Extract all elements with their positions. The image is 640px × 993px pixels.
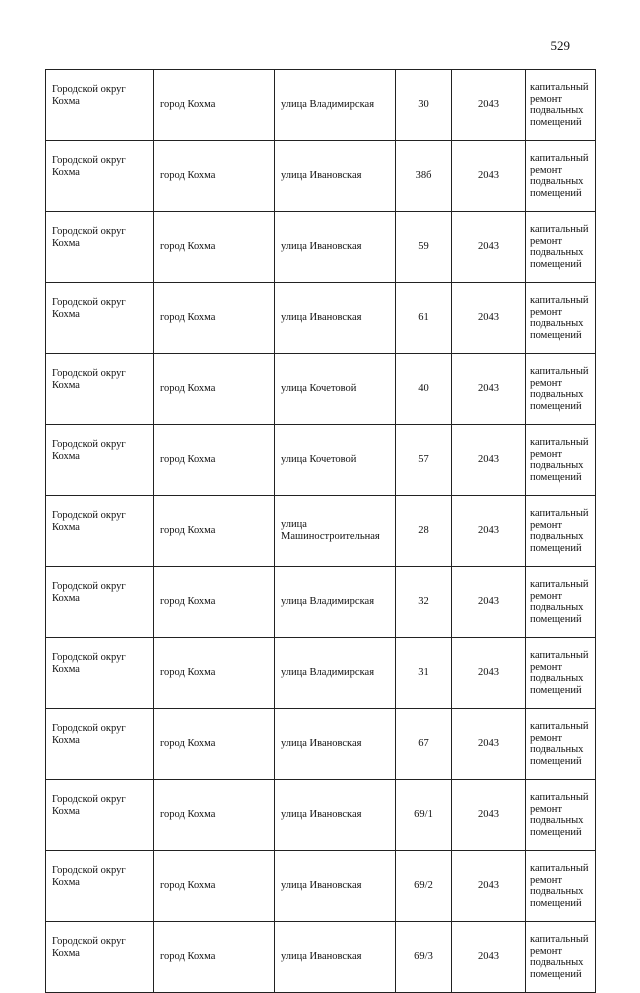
house-number-cell: 32 [396,567,452,638]
table-row [46,922,596,993]
table-row [46,567,596,638]
table-row [46,425,596,496]
street-cell: улица Кочетовой [275,354,396,425]
city-cell: город Кохма [154,780,275,851]
street-cell: улица Ивановская [275,851,396,922]
district-cell: Городской округ Кохма [46,70,154,141]
street-cell: улица Владимирская [275,567,396,638]
city-cell: город Кохма [154,70,275,141]
table-row [46,851,596,922]
work-type-cell: капитальный ремонт подвальных помещений [526,354,596,425]
street-cell: улица Ивановская [275,780,396,851]
house-number-cell: 59 [396,212,452,283]
work-type-cell: капитальный ремонт подвальных помещений [526,780,596,851]
city-cell: город Кохма [154,922,275,993]
street-cell: улица Ивановская [275,283,396,354]
city-cell: город Кохма [154,283,275,354]
year-cell: 2043 [452,425,526,496]
district-cell: Городской округ Кохма [46,496,154,567]
work-type-cell: капитальный ремонт подвальных помещений [526,70,596,141]
house-number-cell: 30 [396,70,452,141]
street-cell: улица Владимирская [275,70,396,141]
district-cell: Городской округ Кохма [46,141,154,212]
year-cell: 2043 [452,283,526,354]
district-cell: Городской округ Кохма [46,922,154,993]
city-cell: город Кохма [154,496,275,567]
year-cell: 2043 [452,567,526,638]
work-type-cell: капитальный ремонт подвальных помещений [526,709,596,780]
house-number-cell: 40 [396,354,452,425]
year-cell: 2043 [452,496,526,567]
work-type-cell: капитальный ремонт подвальных помещений [526,851,596,922]
street-cell: улица Ивановская [275,141,396,212]
house-number-cell: 38б [396,141,452,212]
street-cell: улица Ивановская [275,922,396,993]
district-cell: Городской округ Кохма [46,567,154,638]
table-row [46,212,596,283]
street-cell: улица Ивановская [275,709,396,780]
house-number-cell: 28 [396,496,452,567]
page-number: 529 [550,38,570,53]
table-row [46,496,596,567]
work-type-cell: капитальный ремонт подвальных помещений [526,496,596,567]
district-cell: Городской округ Кохма [46,780,154,851]
house-number-cell: 57 [396,425,452,496]
table-row [46,709,596,780]
work-type-cell: капитальный ремонт подвальных помещений [526,141,596,212]
year-cell: 2043 [452,922,526,993]
year-cell: 2043 [452,780,526,851]
city-cell: город Кохма [154,638,275,709]
street-cell: улица Ивановская [275,212,396,283]
city-cell: город Кохма [154,567,275,638]
city-cell: город Кохма [154,709,275,780]
year-cell: 2043 [452,709,526,780]
work-type-cell: капитальный ремонт подвальных помещений [526,638,596,709]
city-cell: город Кохма [154,212,275,283]
city-cell: город Кохма [154,425,275,496]
year-cell: 2043 [452,354,526,425]
year-cell: 2043 [452,638,526,709]
district-cell: Городской округ Кохма [46,851,154,922]
table-row [46,354,596,425]
work-type-cell: капитальный ремонт подвальных помещений [526,212,596,283]
house-number-cell: 69/1 [396,780,452,851]
table-row [46,283,596,354]
year-cell: 2043 [452,851,526,922]
city-cell: город Кохма [154,141,275,212]
district-cell: Городской округ Кохма [46,638,154,709]
year-cell: 2043 [452,141,526,212]
house-number-cell: 61 [396,283,452,354]
work-type-cell: капитальный ремонт подвальных помещений [526,425,596,496]
house-number-cell: 69/3 [396,922,452,993]
district-cell: Городской округ Кохма [46,354,154,425]
table-body [46,70,596,993]
house-number-cell: 67 [396,709,452,780]
year-cell: 2043 [452,212,526,283]
district-cell: Городской округ Кохма [46,283,154,354]
street-cell: улица Владимирская [275,638,396,709]
table-row [46,70,596,141]
table-row [46,141,596,212]
district-cell: Городской округ Кохма [46,425,154,496]
street-cell: улица Машиностроительная [275,496,396,567]
district-cell: Городской округ Кохма [46,212,154,283]
work-type-cell: капитальный ремонт подвальных помещений [526,567,596,638]
work-type-cell: капитальный ремонт подвальных помещений [526,922,596,993]
year-cell: 2043 [452,70,526,141]
city-cell: город Кохма [154,851,275,922]
street-cell: улица Кочетовой [275,425,396,496]
house-number-cell: 69/2 [396,851,452,922]
district-cell: Городской округ Кохма [46,709,154,780]
city-cell: город Кохма [154,354,275,425]
house-number-cell: 31 [396,638,452,709]
table-row [46,638,596,709]
work-type-cell: капитальный ремонт подвальных помещений [526,283,596,354]
repair-schedule-table [45,69,596,993]
table-row [46,780,596,851]
